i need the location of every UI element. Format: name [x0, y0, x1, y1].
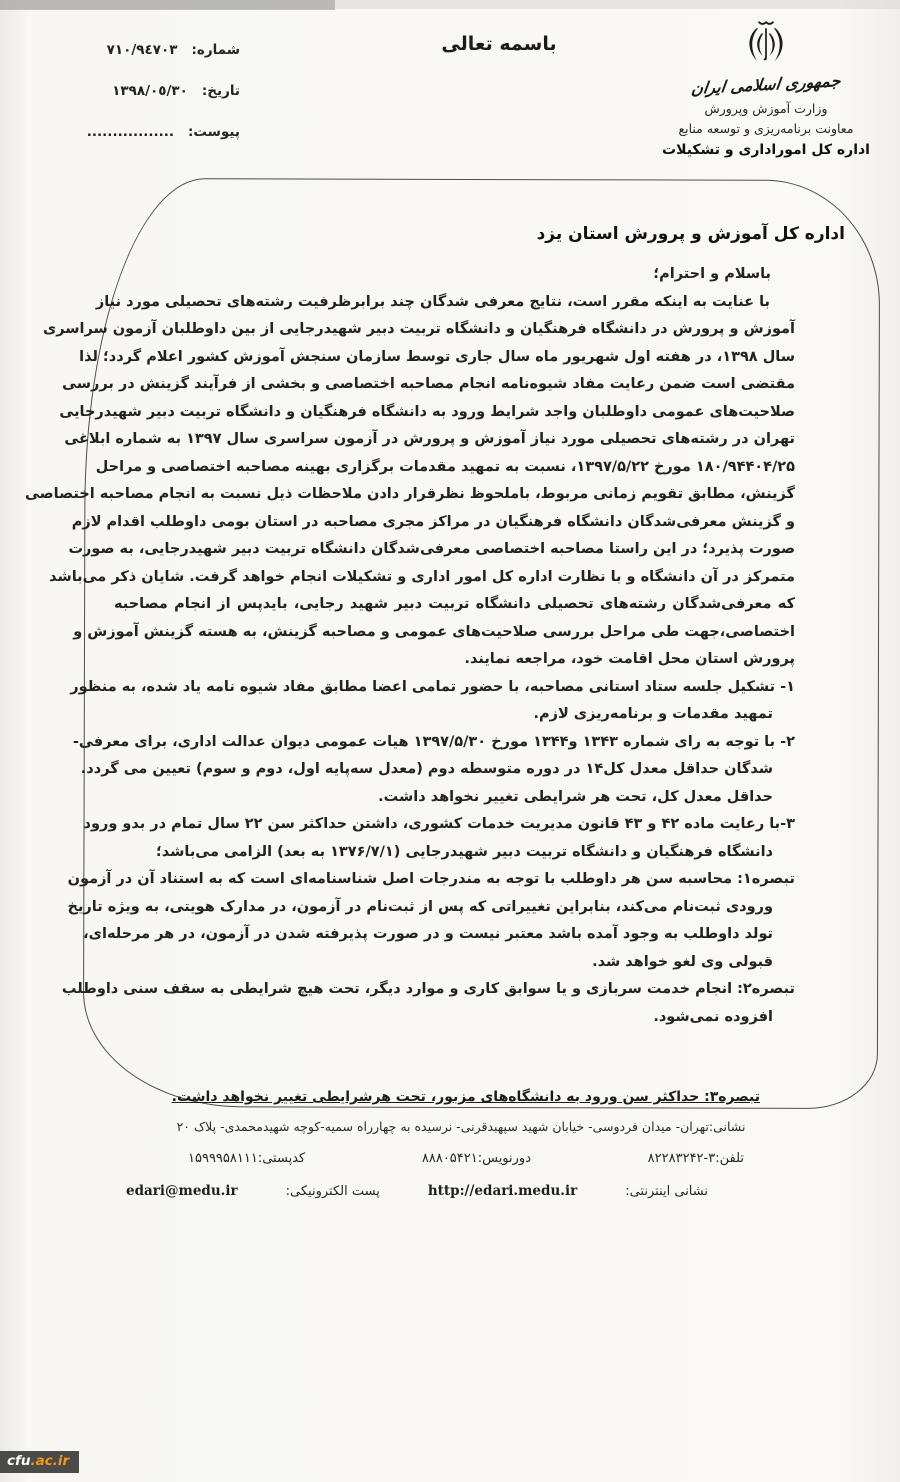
number-label: شماره: — [191, 42, 240, 58]
date-value: ١٣٩٨/٠٥/٣٠ — [112, 83, 188, 99]
letter-line: تبصره۱: محاسبه سن هر داوطلب با توجه به مندرجات اصل شناسنامه‌ای است که به استناد آن در آزمون — [67, 871, 795, 887]
letter-line: تولد داوطلب به وجود آمده باشد معتبر نیست و در صورت پذیرفته شدن در آزمون، در هر مرحله‌ای، — [83, 926, 773, 942]
letterhead — [644, 14, 888, 158]
letter-line: افزوده نمی‌شود. — [653, 1008, 773, 1025]
fax-number: دورنویس:۸۸۸۰۵۴۲۱ — [421, 1151, 531, 1166]
bismillah-heading: باسمه تعالی — [441, 33, 557, 55]
watermark-site: cfu — [7, 1453, 31, 1469]
letter-line: مقتضی است ضمن رعایت مفاد شیوه‌نامه انجام مصاحبه اختصاصی و بخشی از فرآیند گزینش در بررسی — [62, 376, 795, 392]
letter-line: حداقل معدل کل، تحت هر شرایطی تغییر نخواهد داشت. — [378, 788, 773, 805]
scan-edge-artifact-dark — [0, 0, 335, 10]
letter-date-row — [30, 83, 240, 99]
letter-line: دانشگاه فرهنگیان و دانشگاه تربیت دبیر شهیدرجایی (۱۳۷۶/۷/۱ به بعد) الزامی می‌باشد؛ — [155, 843, 773, 860]
letter-line: سال ۱۳۹۸، در هفته اول شهریور ماه سال جاری توسط سازمان سنجش آموزش کشور اعلام گردد؛ لذا — [79, 348, 795, 365]
phone-number: تلفن:۳-۸۲۲۸۳۲۴۲ — [647, 1151, 744, 1166]
letter-line: شدگان حداقل معدل کل۱۴ در دوره متوسطه دوم (معدل سه‌پایه اول، دوم و سوم) تعیین می گردد. — [80, 761, 773, 777]
email-label: پست الکترونیکی: — [285, 1183, 380, 1199]
country-calligraphy: جمهوری اسلامی ایران — [690, 71, 842, 98]
number-value: ٧١٠/٩٤٧٠٣ — [106, 42, 178, 58]
web-contact-line — [126, 1183, 708, 1199]
letter-line: تبصره۲: انجام خدمت سربازی و یا سوابق کاری و موارد دیگر، تحت هیچ شرایطی به سقف سنی داوطلب — [61, 981, 795, 997]
email-address: edari@medu.ir — [126, 1183, 238, 1199]
date-label: تاریخ: — [201, 83, 240, 99]
watermark-suffix: .ac.ir — [30, 1453, 70, 1469]
letter-line: اختصاصی،جهت طی مراحل بررسی صلاحیت‌های عمومی و مصاحبه گزینش، به هسته گزینش آموزش و — [73, 623, 795, 640]
letter-attachment-row — [30, 124, 240, 140]
letter-body — [24, 179, 879, 1108]
letter-line: پرورش استان محل اقامت خود، مراجعه نمایند. — [464, 651, 795, 667]
letter-line: با عنایت به اینکه مقرر است، نتایج معرفی شدگان چند برابرظرفیت رشته‌های تحصیلی مورد نیاز — [95, 293, 770, 310]
deputy-name: معاونت برنامه‌ریزی و توسعه منابع — [678, 121, 854, 136]
attachment-label: پیوست: — [187, 124, 240, 140]
letter-line: ۳-با رعایت ماده ۴۲ و ۴۳ قانون مدیریت خدمات کشوری، داشتن حداکثر سن ۲۲ سال تمام در بدو ورود — [83, 816, 795, 832]
letter-line: آموزش و پرورش در دانشگاه فرهنگیان و دانشگاه تربیت دبیر شهیدرجایی از بین داوطلبان آزمون سراسری — [42, 321, 795, 337]
letter-number-row — [30, 42, 240, 58]
postal-code: کدپستی:۱۵۹۹۹۵۸۱۱۱ — [188, 1151, 306, 1166]
letter-line: صورت پذیرد؛ در این راستا مصاحبه اختصاصی معرفی‌شدگان دانشگاه تربیت دبیر شهیدرجایی، به صورت — [68, 541, 795, 557]
contact-line — [188, 1151, 744, 1166]
letter-line: و گزینش معرفی‌شدگان دانشگاه فرهنگیان در مراکز مجری مصاحبه در استان بومی داوطلب اقدام لازم — [71, 513, 795, 530]
letter-line: ۱- تشکیل جلسه ستاد استانی مصاحبه، با حضور تمامی اعضا مطابق مفاد شیوه نامه یاد شده، به منظور — [70, 678, 795, 695]
letter-line: گزینش، مطابق تقویم زمانی مربوط، باملحوظ نظرقرار دادن ملاحظات ذیل نسبت به انجام مصاحبه اختصاصی — [24, 486, 795, 502]
website-label: نشانی اینترنتی: — [625, 1183, 708, 1199]
ministry-name: وزارت آموزش وپرورش — [704, 101, 828, 116]
office-name: اداره کل اموراداری و تشکیلات — [662, 142, 870, 158]
iran-emblem-icon — [644, 14, 888, 72]
letter-line: صلاحیت‌های عمومی داوطلبان واجد شرایط ورود به دانشگاه فرهنگیان و دانشگاه تربیت دبیر شهیدرجایی — [59, 403, 795, 420]
address-line: نشانی:تهران- میدان فردوسی- خیابان شهید سپهبدقرنی- نرسیده به چهارراه سمیه-کوچه شهیدمحمدی- پلاک ۲۰ — [176, 1119, 746, 1134]
letter-line: تهران در رشته‌های تحصیلی مورد نیاز آموزش و پرورش در آزمون سراسری سال ۱۳۹۷ به شماره ابلاغی — [64, 431, 795, 447]
letter-line: متمرکز در آن دانشگاه و با نظارت اداره کل امور اداری و تشکیلات انجام خواهد گرفت. شایان ذکر می‌باشد — [49, 568, 795, 585]
letter-line: ورودی ثبت‌نام می‌کند، بنابراین تغییراتی که پس از ثبت‌نام در آزمون، در مدارک هویتی، به ویژه تاریخ — [67, 898, 773, 915]
letter-line: تمهید مقدمات و برنامه‌ریزی لازم. — [533, 706, 773, 722]
letter-line: ۲- با توجه به رای شماره ۱۳۴۳ و۱۳۴۴ مورخ ۱۳۹۷/۵/۳۰ هیات عمومی دیوان عدالت اداری، برای معرفی- — [72, 733, 795, 750]
reference-block — [30, 42, 240, 165]
attachment-value: ................. — [86, 124, 174, 140]
website-url: http://edari.medu.ir — [427, 1183, 578, 1199]
salutation: باسلام و احترام؛ — [653, 266, 771, 282]
letter-line: قبولی وی لغو خواهد شد. — [592, 953, 773, 970]
addressee-heading: اداره کل آموزش و پرورش استان یزد — [536, 224, 845, 244]
letter-line: که معرفی‌شدگان رشته‌های تحصیلی دانشگاه تربیت دبیر شهید رجایی، بایدپس از انجام مصاحبه — [114, 596, 795, 612]
cfu-watermark — [0, 1451, 79, 1473]
letter-line: ۱۸۰/۹۴۴۰۴/۲۵ مورخ ۱۳۹۷/۵/۲۲، نسبت به تمهید مقدمات برگزاری بهینه مصاحبه اختصاصی و مراحل — [95, 458, 795, 475]
note3-cutoff-line: تبصره۳: حداکثر سن ورود به دانشگاه‌های مزبور، تحت هرشرایطی تغییر نخواهد داشت. — [171, 1089, 760, 1105]
